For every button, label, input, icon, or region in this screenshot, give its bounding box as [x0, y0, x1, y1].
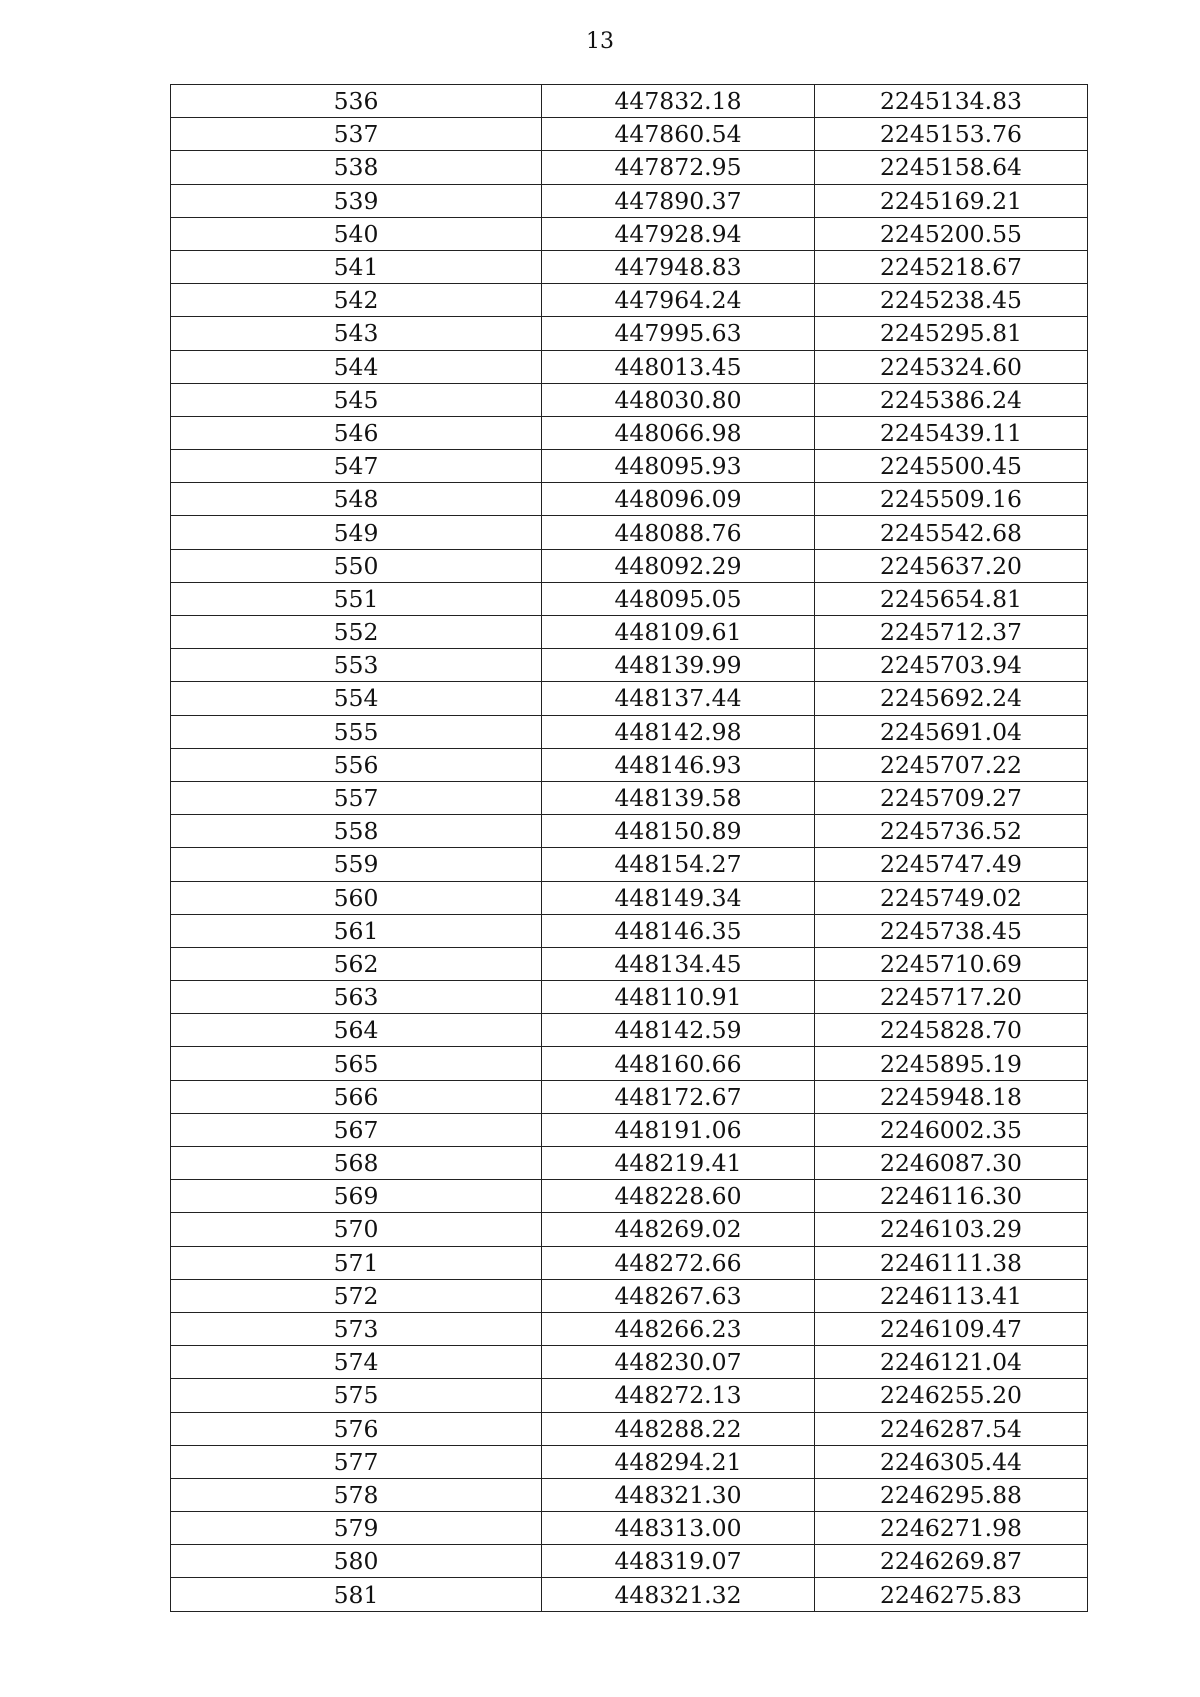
x-coordinate-cell: 448228.60	[542, 1180, 815, 1213]
table-row	[171, 1113, 1088, 1146]
y-coordinate-cell: 2245747.49	[815, 848, 1088, 881]
point-number-cell: 567	[171, 1113, 542, 1146]
point-number-cell: 562	[171, 947, 542, 980]
point-number-cell: 569	[171, 1180, 542, 1213]
point-number-cell: 570	[171, 1213, 542, 1246]
y-coordinate-cell: 2246109.47	[815, 1312, 1088, 1345]
x-coordinate-cell: 447948.83	[542, 250, 815, 283]
point-number-cell: 571	[171, 1246, 542, 1279]
table-row	[171, 284, 1088, 317]
point-number-cell: 552	[171, 616, 542, 649]
table-row	[171, 881, 1088, 914]
y-coordinate-cell: 2245295.81	[815, 317, 1088, 350]
point-number-cell: 537	[171, 118, 542, 151]
table-row	[171, 1512, 1088, 1545]
table-row	[171, 450, 1088, 483]
y-coordinate-cell: 2246116.30	[815, 1180, 1088, 1213]
point-number-cell: 580	[171, 1545, 542, 1578]
table-row	[171, 947, 1088, 980]
table-row	[171, 1412, 1088, 1445]
table-row	[171, 582, 1088, 615]
x-coordinate-cell: 448191.06	[542, 1113, 815, 1146]
table-row	[171, 1478, 1088, 1511]
table-row	[171, 516, 1088, 549]
y-coordinate-cell: 2245637.20	[815, 549, 1088, 582]
table-row	[171, 1346, 1088, 1379]
x-coordinate-cell: 448139.99	[542, 649, 815, 682]
table-row	[171, 217, 1088, 250]
table-row	[171, 914, 1088, 947]
x-coordinate-cell: 448150.89	[542, 815, 815, 848]
table-row	[171, 815, 1088, 848]
x-coordinate-cell: 448267.63	[542, 1279, 815, 1312]
y-coordinate-cell: 2246305.44	[815, 1445, 1088, 1478]
point-number-cell: 566	[171, 1080, 542, 1113]
y-coordinate-cell: 2245439.11	[815, 416, 1088, 449]
table-row	[171, 350, 1088, 383]
x-coordinate-cell: 447890.37	[542, 184, 815, 217]
x-coordinate-cell: 448110.91	[542, 981, 815, 1014]
x-coordinate-cell: 448172.67	[542, 1080, 815, 1113]
x-coordinate-cell: 448030.80	[542, 383, 815, 416]
y-coordinate-cell: 2246087.30	[815, 1147, 1088, 1180]
table-row	[171, 715, 1088, 748]
y-coordinate-cell: 2245709.27	[815, 781, 1088, 814]
y-coordinate-cell: 2245707.22	[815, 748, 1088, 781]
y-coordinate-cell: 2246271.98	[815, 1512, 1088, 1545]
table-row	[171, 1312, 1088, 1345]
y-coordinate-cell: 2246103.29	[815, 1213, 1088, 1246]
y-coordinate-cell: 2245692.24	[815, 682, 1088, 715]
y-coordinate-cell: 2245738.45	[815, 914, 1088, 947]
x-coordinate-cell: 448146.35	[542, 914, 815, 947]
page-number: 13	[586, 29, 614, 54]
point-number-cell: 544	[171, 350, 542, 383]
point-number-cell: 556	[171, 748, 542, 781]
point-number-cell: 576	[171, 1412, 542, 1445]
point-number-cell: 561	[171, 914, 542, 947]
y-coordinate-cell: 2245324.60	[815, 350, 1088, 383]
point-number-cell: 564	[171, 1014, 542, 1047]
x-coordinate-cell: 448319.07	[542, 1545, 815, 1578]
y-coordinate-cell: 2245153.76	[815, 118, 1088, 151]
y-coordinate-cell: 2245717.20	[815, 981, 1088, 1014]
table-row	[171, 383, 1088, 416]
y-coordinate-cell: 2245654.81	[815, 582, 1088, 615]
x-coordinate-cell: 447832.18	[542, 85, 815, 118]
y-coordinate-cell: 2245542.68	[815, 516, 1088, 549]
y-coordinate-cell: 2246255.20	[815, 1379, 1088, 1412]
table-row	[171, 549, 1088, 582]
y-coordinate-cell: 2245200.55	[815, 217, 1088, 250]
table-row	[171, 848, 1088, 881]
table-row	[171, 416, 1088, 449]
table-row	[171, 1578, 1088, 1611]
x-coordinate-cell: 448288.22	[542, 1412, 815, 1445]
table-row	[171, 317, 1088, 350]
x-coordinate-cell: 448230.07	[542, 1346, 815, 1379]
table-row	[171, 649, 1088, 682]
table-row	[171, 118, 1088, 151]
point-number-cell: 557	[171, 781, 542, 814]
point-number-cell: 539	[171, 184, 542, 217]
point-number-cell: 578	[171, 1478, 542, 1511]
x-coordinate-cell: 448149.34	[542, 881, 815, 914]
x-coordinate-cell: 447964.24	[542, 284, 815, 317]
table-row	[171, 1014, 1088, 1047]
table-row	[171, 1246, 1088, 1279]
x-coordinate-cell: 448269.02	[542, 1213, 815, 1246]
point-number-cell: 542	[171, 284, 542, 317]
table-row	[171, 1545, 1088, 1578]
y-coordinate-cell: 2245509.16	[815, 483, 1088, 516]
point-number-cell: 540	[171, 217, 542, 250]
point-number-cell: 546	[171, 416, 542, 449]
point-number-cell: 555	[171, 715, 542, 748]
table-row	[171, 85, 1088, 118]
point-number-cell: 536	[171, 85, 542, 118]
point-number-cell: 572	[171, 1279, 542, 1312]
table-row	[171, 781, 1088, 814]
x-coordinate-cell: 448088.76	[542, 516, 815, 549]
point-number-cell: 563	[171, 981, 542, 1014]
point-number-cell: 547	[171, 450, 542, 483]
coordinates-table-body	[171, 85, 1088, 1612]
table-row	[171, 682, 1088, 715]
point-number-cell: 558	[171, 815, 542, 848]
y-coordinate-cell: 2246287.54	[815, 1412, 1088, 1445]
x-coordinate-cell: 448142.59	[542, 1014, 815, 1047]
point-number-cell: 549	[171, 516, 542, 549]
table-row	[171, 184, 1088, 217]
point-number-cell: 579	[171, 1512, 542, 1545]
x-coordinate-cell: 448154.27	[542, 848, 815, 881]
x-coordinate-cell: 448321.30	[542, 1478, 815, 1511]
x-coordinate-cell: 448134.45	[542, 947, 815, 980]
point-number-cell: 554	[171, 682, 542, 715]
table-row	[171, 1213, 1088, 1246]
y-coordinate-cell: 2245948.18	[815, 1080, 1088, 1113]
table-row	[171, 483, 1088, 516]
table-row	[171, 981, 1088, 1014]
point-number-cell: 577	[171, 1445, 542, 1478]
y-coordinate-cell: 2246111.38	[815, 1246, 1088, 1279]
point-number-cell: 574	[171, 1346, 542, 1379]
y-coordinate-cell: 2245691.04	[815, 715, 1088, 748]
x-coordinate-cell: 448013.45	[542, 350, 815, 383]
y-coordinate-cell: 2245736.52	[815, 815, 1088, 848]
point-number-cell: 548	[171, 483, 542, 516]
x-coordinate-cell: 448266.23	[542, 1312, 815, 1345]
x-coordinate-cell: 447928.94	[542, 217, 815, 250]
point-number-cell: 565	[171, 1047, 542, 1080]
x-coordinate-cell: 448321.32	[542, 1578, 815, 1611]
x-coordinate-cell: 447860.54	[542, 118, 815, 151]
y-coordinate-cell: 2245158.64	[815, 151, 1088, 184]
x-coordinate-cell: 448313.00	[542, 1512, 815, 1545]
point-number-cell: 551	[171, 582, 542, 615]
point-number-cell: 559	[171, 848, 542, 881]
point-number-cell: 543	[171, 317, 542, 350]
y-coordinate-cell: 2245710.69	[815, 947, 1088, 980]
point-number-cell: 541	[171, 250, 542, 283]
y-coordinate-cell: 2246269.87	[815, 1545, 1088, 1578]
y-coordinate-cell: 2245749.02	[815, 881, 1088, 914]
y-coordinate-cell: 2245218.67	[815, 250, 1088, 283]
y-coordinate-cell: 2245238.45	[815, 284, 1088, 317]
table-row	[171, 250, 1088, 283]
y-coordinate-cell: 2246275.83	[815, 1578, 1088, 1611]
table-row	[171, 748, 1088, 781]
table-row	[171, 1147, 1088, 1180]
x-coordinate-cell: 448294.21	[542, 1445, 815, 1478]
x-coordinate-cell: 448142.98	[542, 715, 815, 748]
table-row	[171, 1080, 1088, 1113]
x-coordinate-cell: 448095.05	[542, 582, 815, 615]
point-number-cell: 568	[171, 1147, 542, 1180]
x-coordinate-cell: 448137.44	[542, 682, 815, 715]
table-row	[171, 1180, 1088, 1213]
table-row	[171, 1379, 1088, 1412]
x-coordinate-cell: 447995.63	[542, 317, 815, 350]
table-row	[171, 1047, 1088, 1080]
y-coordinate-cell: 2245895.19	[815, 1047, 1088, 1080]
x-coordinate-cell: 448146.93	[542, 748, 815, 781]
table-row	[171, 1445, 1088, 1478]
x-coordinate-cell: 448109.61	[542, 616, 815, 649]
y-coordinate-cell: 2246113.41	[815, 1279, 1088, 1312]
y-coordinate-cell: 2245169.21	[815, 184, 1088, 217]
x-coordinate-cell: 448160.66	[542, 1047, 815, 1080]
x-coordinate-cell: 448272.13	[542, 1379, 815, 1412]
y-coordinate-cell: 2245500.45	[815, 450, 1088, 483]
y-coordinate-cell: 2245134.83	[815, 85, 1088, 118]
point-number-cell: 573	[171, 1312, 542, 1345]
y-coordinate-cell: 2246002.35	[815, 1113, 1088, 1146]
y-coordinate-cell: 2246295.88	[815, 1478, 1088, 1511]
point-number-cell: 575	[171, 1379, 542, 1412]
coordinates-table	[170, 84, 1088, 1612]
x-coordinate-cell: 448095.93	[542, 450, 815, 483]
table-row	[171, 151, 1088, 184]
table-row	[171, 1279, 1088, 1312]
point-number-cell: 545	[171, 383, 542, 416]
x-coordinate-cell: 448139.58	[542, 781, 815, 814]
x-coordinate-cell: 448096.09	[542, 483, 815, 516]
y-coordinate-cell: 2245828.70	[815, 1014, 1088, 1047]
x-coordinate-cell: 448272.66	[542, 1246, 815, 1279]
point-number-cell: 581	[171, 1578, 542, 1611]
y-coordinate-cell: 2245712.37	[815, 616, 1088, 649]
table-row	[171, 616, 1088, 649]
y-coordinate-cell: 2245386.24	[815, 383, 1088, 416]
x-coordinate-cell: 448066.98	[542, 416, 815, 449]
point-number-cell: 560	[171, 881, 542, 914]
x-coordinate-cell: 448219.41	[542, 1147, 815, 1180]
point-number-cell: 553	[171, 649, 542, 682]
point-number-cell: 538	[171, 151, 542, 184]
x-coordinate-cell: 448092.29	[542, 549, 815, 582]
x-coordinate-cell: 447872.95	[542, 151, 815, 184]
point-number-cell: 550	[171, 549, 542, 582]
y-coordinate-cell: 2245703.94	[815, 649, 1088, 682]
y-coordinate-cell: 2246121.04	[815, 1346, 1088, 1379]
